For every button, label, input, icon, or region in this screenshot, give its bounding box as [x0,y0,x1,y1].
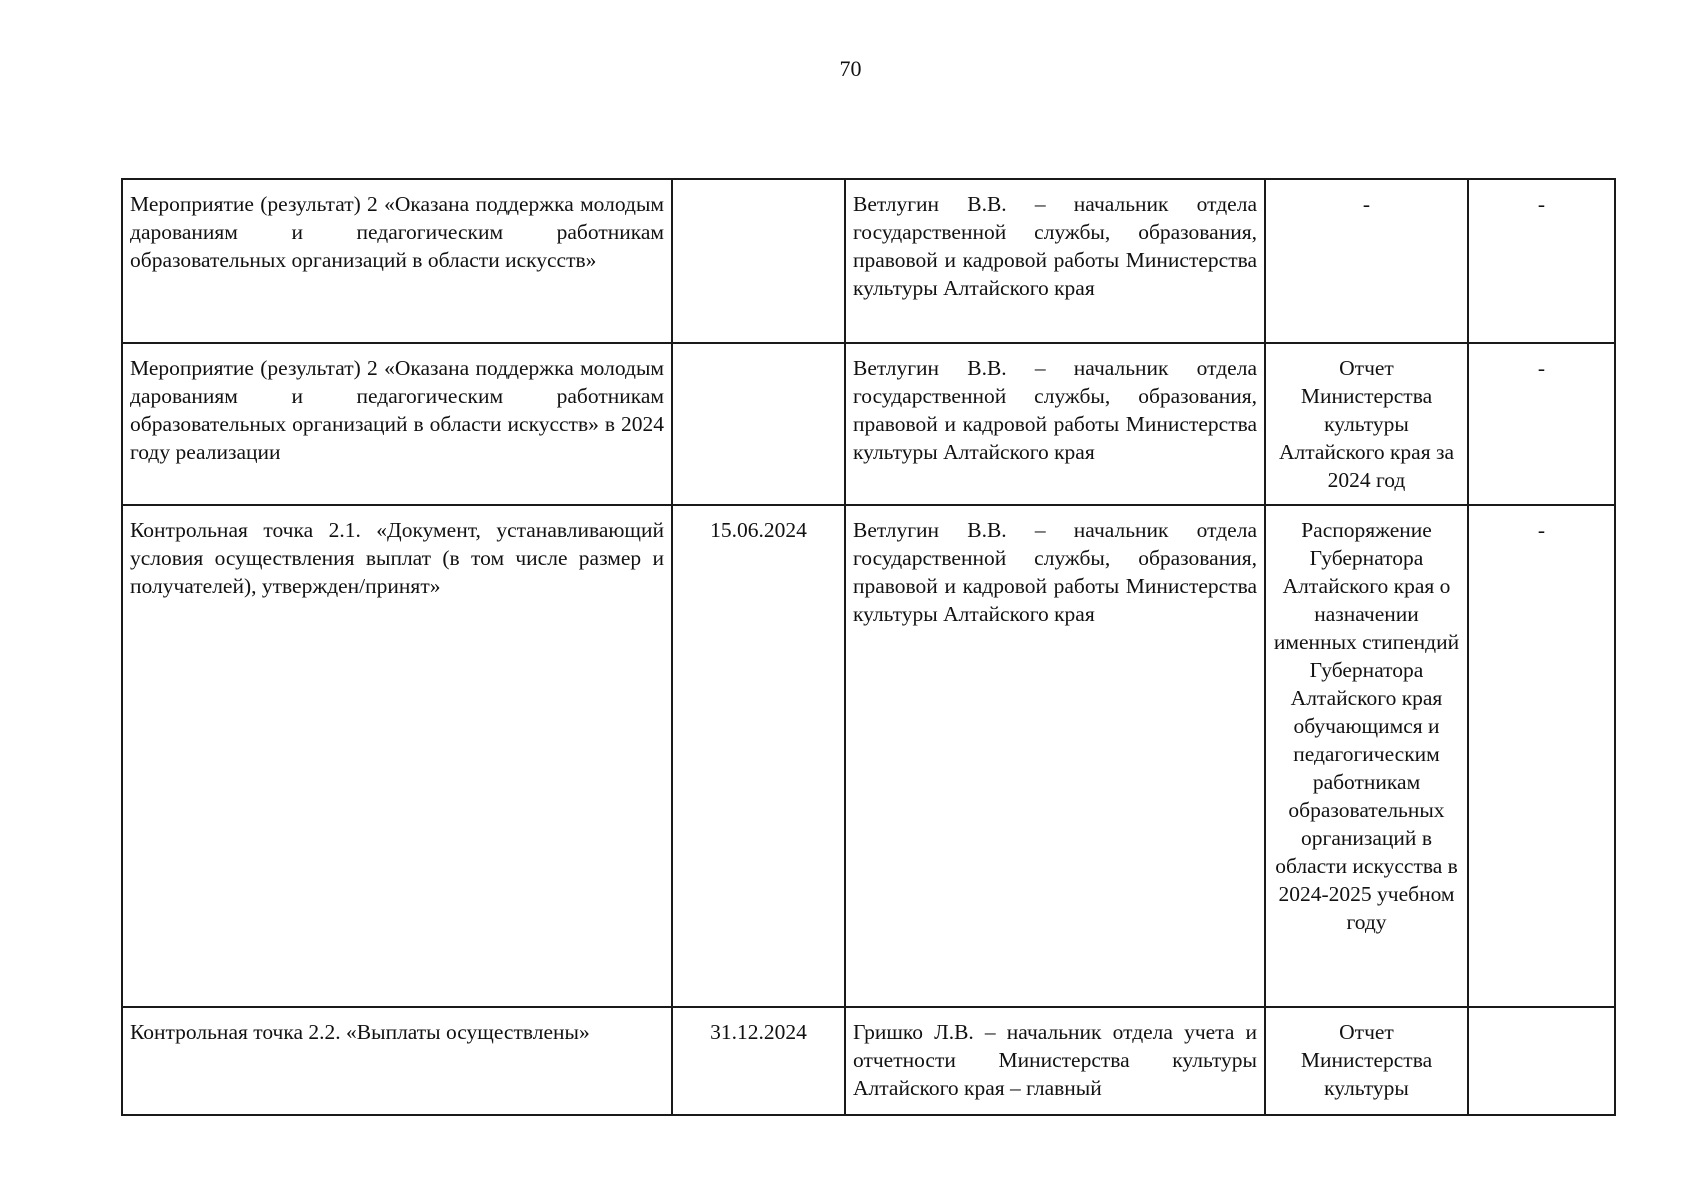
event-name-cell: Контрольная точка 2.1. «Документ, устанавливающий условия осуществления выплат (в том числе размер и получателей), утвержден/принят» [122,505,672,1007]
page-number: 70 [839,56,862,81]
plan-table [121,178,1616,1116]
table-row [122,1007,1615,1115]
info-system-cell: - [1468,505,1615,1007]
document-cell: Отчет Министерства культуры [1265,1007,1468,1115]
document-cell: Отчет Министерства культуры Алтайского края за 2024 год [1265,343,1468,505]
event-name-cell: Контрольная точка 2.2. «Выплаты осуществлены» [122,1007,672,1115]
responsible-cell: Гришко Л.В. – начальник отдела учета и отчетности Министерства культуры Алтайского края – главный [845,1007,1265,1115]
responsible-cell: Ветлугин В.В. – начальник отдела государственной службы, образования, правовой и кадровой работы Министерства культуры Алтайского края [845,343,1265,505]
info-system-cell: - [1468,343,1615,505]
table-row [122,179,1615,343]
table-row [122,505,1615,1007]
document-cell: Распоряжение Губернатора Алтайского края о назначении именных стипендий Губернатора Алтайского края обучающимся и педагогическим работникам образовательных организаций в области искусства в 2024-2025 учебном году [1265,505,1468,1007]
date-cell [672,343,845,505]
table-row [122,343,1615,505]
event-name-cell: Мероприятие (результат) 2 «Оказана поддержка молодым дарованиям и педагогическим работникам образовательных организаций в области искусств» [122,179,672,343]
event-name-cell: Мероприятие (результат) 2 «Оказана поддержка молодым дарованиям и педагогическим работникам образовательных организаций в области искусств» в 2024 году реализации [122,343,672,505]
info-system-cell [1468,1007,1615,1115]
responsible-cell: Ветлугин В.В. – начальник отдела государственной службы, образования, правовой и кадровой работы Министерства культуры Алтайского края [845,179,1265,343]
info-system-cell: - [1468,179,1615,343]
responsible-cell: Ветлугин В.В. – начальник отдела государственной службы, образования, правовой и кадровой работы Министерства культуры Алтайского края [845,505,1265,1007]
date-cell [672,179,845,343]
document-cell: - [1265,179,1468,343]
date-cell: 31.12.2024 [672,1007,845,1115]
date-cell: 15.06.2024 [672,505,845,1007]
